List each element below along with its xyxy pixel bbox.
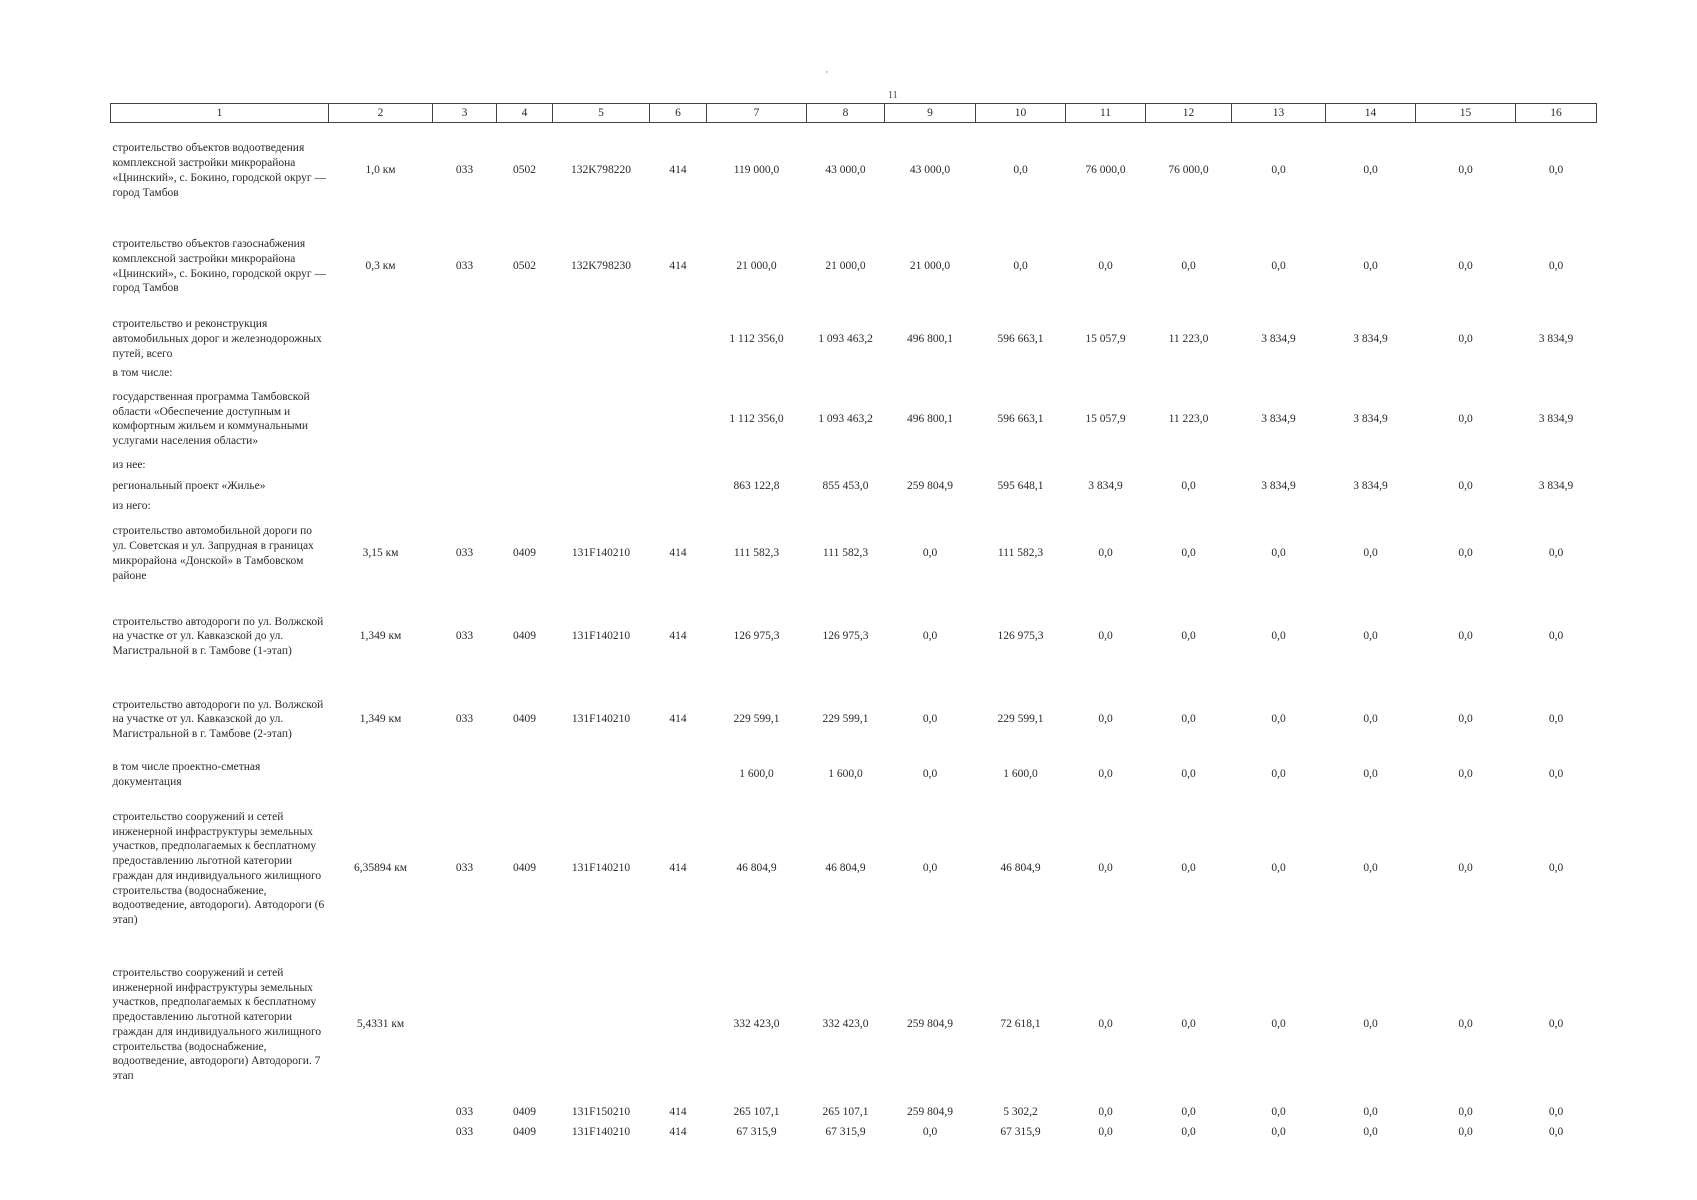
row-value-col-14: 0,0 [1363, 1126, 1378, 1139]
table-row [111, 315, 1597, 365]
row-value-col-8: 1 093 463,2 [818, 333, 873, 345]
column-header-2: 2 [329, 104, 433, 123]
row-value-col-7 [707, 365, 807, 382]
row-value-col-8: 229 599,1 [822, 713, 869, 726]
row-value-col-11: 0,0 [1098, 713, 1113, 726]
row-expense-type: 414 [669, 1126, 687, 1139]
row-value-col-9: 43 000,0 [909, 164, 951, 177]
row-value-col-15: 0,0 [1458, 164, 1473, 177]
row-target-article [553, 759, 650, 791]
row-value-col-10 [976, 498, 1066, 515]
row-ministry-code: 033 [455, 260, 474, 272]
column-header-7: 7 [707, 104, 807, 123]
row-target-article: 131F140210 [571, 1126, 631, 1139]
row-value-col-7: 1 112 356,0 [729, 412, 784, 425]
table-body [111, 123, 1597, 1143]
row-value-col-16: 3 834,9 [1538, 333, 1574, 345]
row-value-col-13 [1232, 498, 1326, 515]
row-capacity: 3,15 км [362, 547, 399, 560]
row-value-col-12: 11 223,0 [1168, 412, 1209, 425]
table-row [111, 515, 1597, 593]
row-expense-type [650, 365, 707, 382]
row-value-col-10: 0,0 [1013, 260, 1028, 272]
row-value-col-12: 0,0 [1181, 479, 1196, 492]
row-expense-type [650, 947, 707, 1103]
row-value-col-9 [885, 498, 976, 515]
row-value-col-16: 3 834,9 [1538, 412, 1574, 425]
row-value-col-15: 0,0 [1458, 1106, 1473, 1119]
row-section-code [497, 315, 553, 365]
table-row [111, 457, 1597, 474]
row-value-col-11: 15 057,9 [1085, 333, 1126, 345]
row-capacity [329, 381, 433, 457]
column-header-12: 12 [1146, 104, 1232, 123]
row-value-col-10: 229 599,1 [997, 713, 1044, 726]
row-value-col-7: 863 122,8 [733, 479, 780, 492]
row-ministry-code: 033 [455, 862, 474, 875]
row-value-col-12: 0,0 [1181, 1106, 1196, 1119]
row-value-col-12: 0,0 [1181, 547, 1196, 560]
row-section-code [497, 365, 553, 382]
row-ministry-code: 033 [455, 547, 474, 560]
row-value-col-9: 0,0 [922, 630, 938, 643]
row-value-col-14 [1326, 498, 1416, 515]
row-value-col-11: 0,0 [1098, 1106, 1113, 1119]
row-target-article: 131F140210 [571, 713, 631, 726]
row-value-col-8: 46 804,9 [825, 862, 866, 875]
row-value-col-10: 46 804,9 [1000, 862, 1041, 875]
row-value-col-7: 67 315,9 [736, 1126, 777, 1139]
row-value-col-9: 0,0 [922, 547, 938, 560]
row-value-col-14: 0,0 [1363, 1106, 1378, 1119]
row-value-col-15 [1416, 457, 1516, 474]
row-value-col-7 [707, 498, 807, 515]
row-target-article: 132K798230 [570, 260, 632, 272]
column-header-11: 11 [1066, 104, 1146, 123]
row-value-col-9: 259 804,9 [907, 479, 953, 492]
row-value-col-14: 3 834,9 [1353, 412, 1388, 425]
row-value-col-15 [1416, 498, 1516, 515]
row-value-col-12: 0,0 [1181, 630, 1196, 643]
row-capacity [329, 1123, 433, 1143]
row-value-col-13: 3 834,9 [1261, 412, 1296, 425]
row-section-code [497, 947, 553, 1103]
row-description [111, 1123, 329, 1143]
row-expense-type [650, 457, 707, 474]
column-header-10: 10 [976, 104, 1066, 123]
row-expense-type: 414 [669, 862, 687, 875]
row-value-col-16 [1516, 457, 1597, 474]
row-description [111, 1103, 329, 1123]
table-row [111, 1123, 1597, 1143]
table-row [111, 947, 1597, 1103]
row-description: в том числе проектно-сметная документация [112, 761, 261, 788]
row-value-col-10: 0,0 [1013, 164, 1028, 177]
row-target-article [553, 498, 650, 515]
row-value-col-11: 0,0 [1098, 768, 1113, 781]
row-value-col-15: 0,0 [1458, 630, 1473, 643]
row-value-col-9 [885, 365, 976, 382]
table-row [111, 681, 1597, 759]
row-section-code: 0409 [513, 547, 536, 560]
row-value-col-10: 596 663,1 [997, 412, 1044, 425]
row-value-col-14: 0,0 [1363, 164, 1378, 177]
row-value-col-7: 126 975,3 [733, 630, 780, 643]
table-row [111, 593, 1597, 681]
row-target-article: 131F140210 [571, 862, 631, 875]
row-value-col-11: 0,0 [1098, 862, 1113, 875]
row-expense-type: 414 [669, 713, 687, 726]
table-row [111, 759, 1597, 791]
table-row [111, 365, 1597, 382]
table-row [111, 1103, 1597, 1123]
row-target-article [553, 474, 650, 498]
row-value-col-9: 496 800,1 [907, 333, 953, 345]
row-capacity: 0,3 км [365, 260, 396, 272]
row-description: строительство автодороги по ул. Волжской на участке от ул. Кавказской до ул. Магистральной в г. Тамбове (1-этап) [112, 615, 324, 658]
table-row [111, 219, 1597, 315]
row-value-col-15: 0,0 [1458, 333, 1473, 345]
row-section-code: 0409 [513, 630, 536, 643]
row-capacity: 5,4331 км [356, 1018, 405, 1031]
row-expense-type: 414 [669, 1106, 687, 1119]
row-value-col-15: 0,0 [1458, 713, 1473, 726]
row-value-col-16: 0,0 [1548, 1126, 1564, 1139]
row-description: строительство автодороги по ул. Волжской на участке от ул. Кавказской до ул. Магистральной в г. Тамбове (2-этап) [112, 698, 324, 741]
row-section-code [497, 498, 553, 515]
row-value-col-11: 0,0 [1098, 1126, 1113, 1139]
row-section-code: 0409 [513, 862, 536, 875]
row-value-col-13: 0,0 [1271, 713, 1286, 726]
row-value-col-12 [1146, 498, 1232, 515]
row-value-col-16: 0,0 [1548, 713, 1564, 726]
row-value-col-14: 3 834,9 [1353, 479, 1388, 492]
row-value-col-10: 595 648,1 [997, 479, 1044, 492]
column-header-6: 6 [650, 104, 707, 123]
row-target-article: 131F140210 [571, 547, 631, 560]
row-value-col-8: 855 453,0 [822, 479, 869, 492]
row-value-col-12: 0,0 [1181, 862, 1196, 875]
row-ministry-code [433, 498, 497, 515]
row-description: региональный проект «Жилье» [112, 479, 266, 492]
row-value-col-15: 0,0 [1458, 479, 1473, 492]
row-description: в том числе: [112, 366, 173, 379]
row-capacity: 1,349 км [359, 713, 402, 726]
row-ministry-code [433, 365, 497, 382]
row-section-code [497, 457, 553, 474]
row-value-col-11: 15 057,9 [1085, 412, 1126, 425]
row-capacity [329, 365, 433, 382]
row-expense-type [650, 474, 707, 498]
column-header-1: 1 [111, 104, 329, 123]
row-value-col-11: 3 834,9 [1088, 479, 1123, 492]
column-header-4: 4 [497, 104, 553, 123]
row-value-col-9: 0,0 [922, 768, 938, 781]
row-value-col-15: 0,0 [1458, 1126, 1473, 1139]
row-value-col-10: 67 315,9 [1000, 1126, 1041, 1139]
row-ministry-code [433, 947, 497, 1103]
row-value-col-15: 0,0 [1458, 1018, 1473, 1031]
row-value-col-13: 0,0 [1271, 630, 1286, 643]
row-capacity: 1,0 км [365, 164, 396, 177]
row-capacity [329, 759, 433, 791]
row-value-col-15: 0,0 [1458, 768, 1473, 781]
column-header-14: 14 [1326, 104, 1416, 123]
row-section-code: 0502 [513, 260, 536, 272]
row-value-col-11: 0,0 [1098, 1018, 1113, 1031]
row-value-col-14: 0,0 [1363, 1018, 1378, 1031]
table-row [111, 474, 1597, 498]
row-value-col-12: 11 223,0 [1168, 333, 1209, 345]
page-number: 11 [888, 90, 898, 101]
row-value-col-12: 0,0 [1181, 1126, 1196, 1139]
row-section-code [497, 474, 553, 498]
row-ministry-code: 033 [455, 630, 474, 643]
row-value-col-7: 111 582,3 [733, 547, 780, 560]
row-value-col-16: 0,0 [1548, 1018, 1564, 1031]
row-section-code: 0409 [513, 713, 536, 726]
row-value-col-14 [1326, 457, 1416, 474]
row-expense-type: 414 [669, 630, 687, 643]
column-header-8: 8 [807, 104, 885, 123]
row-value-col-10 [976, 365, 1066, 382]
row-value-col-8 [807, 457, 885, 474]
row-value-col-7: 1 112 356,0 [729, 333, 784, 345]
row-value-col-13 [1232, 365, 1326, 382]
row-value-col-7: 332 423,0 [733, 1018, 780, 1031]
row-ministry-code [433, 474, 497, 498]
row-value-col-9: 259 804,9 [907, 1018, 953, 1031]
row-value-col-10: 596 663,1 [997, 333, 1044, 345]
row-value-col-12 [1146, 457, 1232, 474]
row-value-col-8: 21 000,0 [825, 260, 866, 272]
row-value-col-13: 0,0 [1271, 164, 1286, 177]
row-value-col-11: 0,0 [1098, 547, 1113, 560]
column-header-5: 5 [553, 104, 650, 123]
row-description: строительство сооружений и сетей инженерной инфраструктуры земельных участков, предполагаемых к бесплатному предоставлению льготной категории граждан для индивидуального жилищного строительства (водоснабжение, водоотведение, автодороги). Автодороги (6 этап) [112, 810, 325, 927]
row-value-col-13 [1232, 457, 1326, 474]
row-value-col-11 [1066, 365, 1146, 382]
row-ministry-code: 033 [455, 1106, 474, 1119]
row-section-code: 0502 [513, 164, 536, 177]
row-value-col-15: 0,0 [1458, 260, 1473, 272]
table-row [111, 498, 1597, 515]
row-value-col-7: 46 804,9 [736, 862, 777, 875]
row-value-col-15 [1416, 365, 1516, 382]
row-target-article [553, 457, 650, 474]
row-value-col-16: 0,0 [1548, 768, 1564, 781]
row-ministry-code: 033 [455, 713, 474, 726]
row-value-col-14: 0,0 [1363, 260, 1378, 272]
row-value-col-16 [1516, 498, 1597, 515]
row-value-col-8: 332 423,0 [822, 1018, 869, 1031]
row-value-col-14: 0,0 [1363, 630, 1378, 643]
row-value-col-9 [885, 457, 976, 474]
row-value-col-12 [1146, 365, 1232, 382]
row-value-col-13: 0,0 [1271, 1018, 1286, 1031]
row-ministry-code [433, 315, 497, 365]
row-value-col-10: 72 618,1 [1000, 1018, 1041, 1031]
row-value-col-8: 1 600,0 [828, 768, 863, 781]
row-description: из нее: [112, 459, 146, 472]
row-value-col-12: 76 000,0 [1168, 164, 1209, 177]
table-row [111, 123, 1597, 219]
row-value-col-7: 119 000,0 [733, 164, 780, 177]
row-expense-type: 414 [669, 547, 687, 560]
row-capacity: 1,349 км [359, 630, 402, 643]
column-header-3: 3 [433, 104, 497, 123]
row-value-col-16: 0,0 [1548, 260, 1564, 272]
row-value-col-8: 1 093 463,2 [818, 412, 873, 425]
row-value-col-12: 0,0 [1181, 260, 1196, 272]
row-description: строительство объектов водоотведения комплексной застройки микрорайона «Цнинский», с. Бокино, городской округ — город Тамбов [112, 142, 326, 199]
row-capacity: 6,35894 км [353, 862, 408, 875]
row-value-col-9: 0,0 [922, 713, 938, 726]
row-expense-type: 414 [669, 164, 687, 177]
row-value-col-16: 0,0 [1548, 862, 1564, 875]
row-value-col-15: 0,0 [1458, 547, 1473, 560]
table-row [111, 381, 1597, 457]
row-value-col-11 [1066, 457, 1146, 474]
row-ministry-code: 033 [455, 164, 474, 177]
row-value-col-11: 0,0 [1098, 260, 1113, 272]
row-value-col-14: 0,0 [1363, 713, 1378, 726]
row-value-col-9: 0,0 [922, 1126, 938, 1139]
row-ministry-code [433, 457, 497, 474]
row-value-col-11: 0,0 [1098, 630, 1113, 643]
row-capacity [329, 1103, 433, 1123]
row-target-article: 132K798220 [570, 164, 632, 177]
row-value-col-7 [707, 457, 807, 474]
row-value-col-13: 0,0 [1271, 260, 1286, 272]
row-value-col-9: 259 804,9 [907, 1106, 953, 1119]
row-value-col-10 [976, 457, 1066, 474]
row-value-col-7: 229 599,1 [733, 713, 780, 726]
row-capacity [329, 457, 433, 474]
row-value-col-9: 0,0 [922, 862, 938, 875]
row-value-col-16: 0,0 [1548, 164, 1564, 177]
page-mark: ' [826, 70, 828, 81]
row-target-article [553, 315, 650, 365]
row-capacity [329, 498, 433, 515]
row-target-article [553, 381, 650, 457]
row-expense-type [650, 498, 707, 515]
row-value-col-7: 21 000,0 [736, 260, 777, 272]
row-capacity [329, 474, 433, 498]
row-value-col-10: 111 582,3 [997, 547, 1044, 560]
row-value-col-14: 0,0 [1363, 862, 1378, 875]
row-description: строительство объектов газоснабжения комплексной застройки микрорайона «Цнинский», с. Бокино, городской округ — город Тамбов [112, 237, 326, 295]
column-header-9: 9 [885, 104, 976, 123]
row-value-col-7: 265 107,1 [733, 1106, 780, 1119]
row-value-col-10: 126 975,3 [997, 630, 1044, 643]
row-value-col-14: 0,0 [1363, 547, 1378, 560]
table-row [111, 791, 1597, 947]
row-value-col-16: 0,0 [1548, 547, 1564, 560]
row-description: строительство и реконструкция автомобильных дорог и железнодорожных путей, всего [112, 318, 322, 360]
row-value-col-14: 3 834,9 [1353, 333, 1388, 345]
row-value-col-13: 0,0 [1271, 547, 1286, 560]
row-section-code: 0409 [513, 1106, 536, 1119]
row-value-col-14: 0,0 [1363, 768, 1378, 781]
row-expense-type [650, 759, 707, 791]
header-row [111, 104, 1597, 123]
row-target-article [553, 365, 650, 382]
row-value-col-8 [807, 365, 885, 382]
row-value-col-10: 1 600,0 [1003, 768, 1038, 781]
row-value-col-7: 1 600,0 [739, 768, 774, 781]
row-value-col-9: 21 000,0 [909, 260, 951, 272]
row-value-col-15: 0,0 [1458, 862, 1473, 875]
row-target-article [553, 947, 650, 1103]
row-section-code [497, 759, 553, 791]
row-expense-type: 414 [669, 260, 687, 272]
row-value-col-8: 67 315,9 [825, 1126, 866, 1139]
column-header-16: 16 [1516, 104, 1597, 123]
row-value-col-12: 0,0 [1181, 713, 1196, 726]
row-description: государственная программа Тамбовской области «Обеспечение доступным и комфортным жильем и коммунальными услугами населения области» [112, 390, 310, 448]
row-value-col-13: 3 834,9 [1261, 479, 1296, 492]
row-value-col-16: 0,0 [1548, 630, 1564, 643]
row-value-col-13: 0,0 [1271, 862, 1286, 875]
row-value-col-13: 3 834,9 [1261, 333, 1296, 345]
row-value-col-8: 43 000,0 [825, 164, 866, 177]
row-value-col-11 [1066, 498, 1146, 515]
row-value-col-9: 496 800,1 [907, 412, 953, 425]
column-header-13: 13 [1232, 104, 1326, 123]
row-value-col-8: 126 975,3 [822, 630, 869, 643]
column-header-15: 15 [1416, 104, 1516, 123]
row-value-col-13: 0,0 [1271, 1126, 1286, 1139]
row-value-col-8: 111 582,3 [822, 547, 869, 560]
row-value-col-14 [1326, 365, 1416, 382]
row-ministry-code [433, 759, 497, 791]
row-value-col-15: 0,0 [1458, 412, 1473, 425]
row-value-col-10: 5 302,2 [1003, 1106, 1038, 1119]
budget-table [110, 103, 1597, 1143]
row-capacity [329, 315, 433, 365]
row-expense-type [650, 315, 707, 365]
row-ministry-code [433, 381, 497, 457]
row-value-col-8: 265 107,1 [822, 1106, 869, 1119]
row-description: строительство автомобильной дороги по ул. Советская и ул. Запрудная в границах микрорайона «Донской» в Тамбовском районе [112, 525, 314, 582]
row-expense-type [650, 381, 707, 457]
row-target-article: 131F140210 [571, 630, 631, 643]
row-value-col-16: 0,0 [1548, 1106, 1564, 1119]
row-value-col-8 [807, 498, 885, 515]
row-value-col-12: 0,0 [1181, 768, 1196, 781]
row-description: из него: [112, 500, 151, 513]
row-value-col-13: 0,0 [1271, 768, 1286, 781]
row-ministry-code: 033 [455, 1126, 474, 1139]
row-section-code [497, 381, 553, 457]
row-section-code: 0409 [513, 1126, 536, 1139]
row-description: строительство сооружений и сетей инженерной инфраструктуры земельных участков, предполагаемых к бесплатному предоставлению льготной категории граждан для индивидуального жилищного строительства (водоснабжение, водоотведение, автодороги) Автодороги. 7 этап [112, 966, 322, 1083]
row-value-col-13: 0,0 [1271, 1106, 1286, 1119]
row-value-col-12: 0,0 [1181, 1018, 1196, 1031]
row-target-article: 131F150210 [571, 1106, 631, 1119]
row-value-col-16: 3 834,9 [1538, 479, 1574, 492]
row-value-col-11: 76 000,0 [1085, 164, 1126, 177]
row-value-col-16 [1516, 365, 1597, 382]
